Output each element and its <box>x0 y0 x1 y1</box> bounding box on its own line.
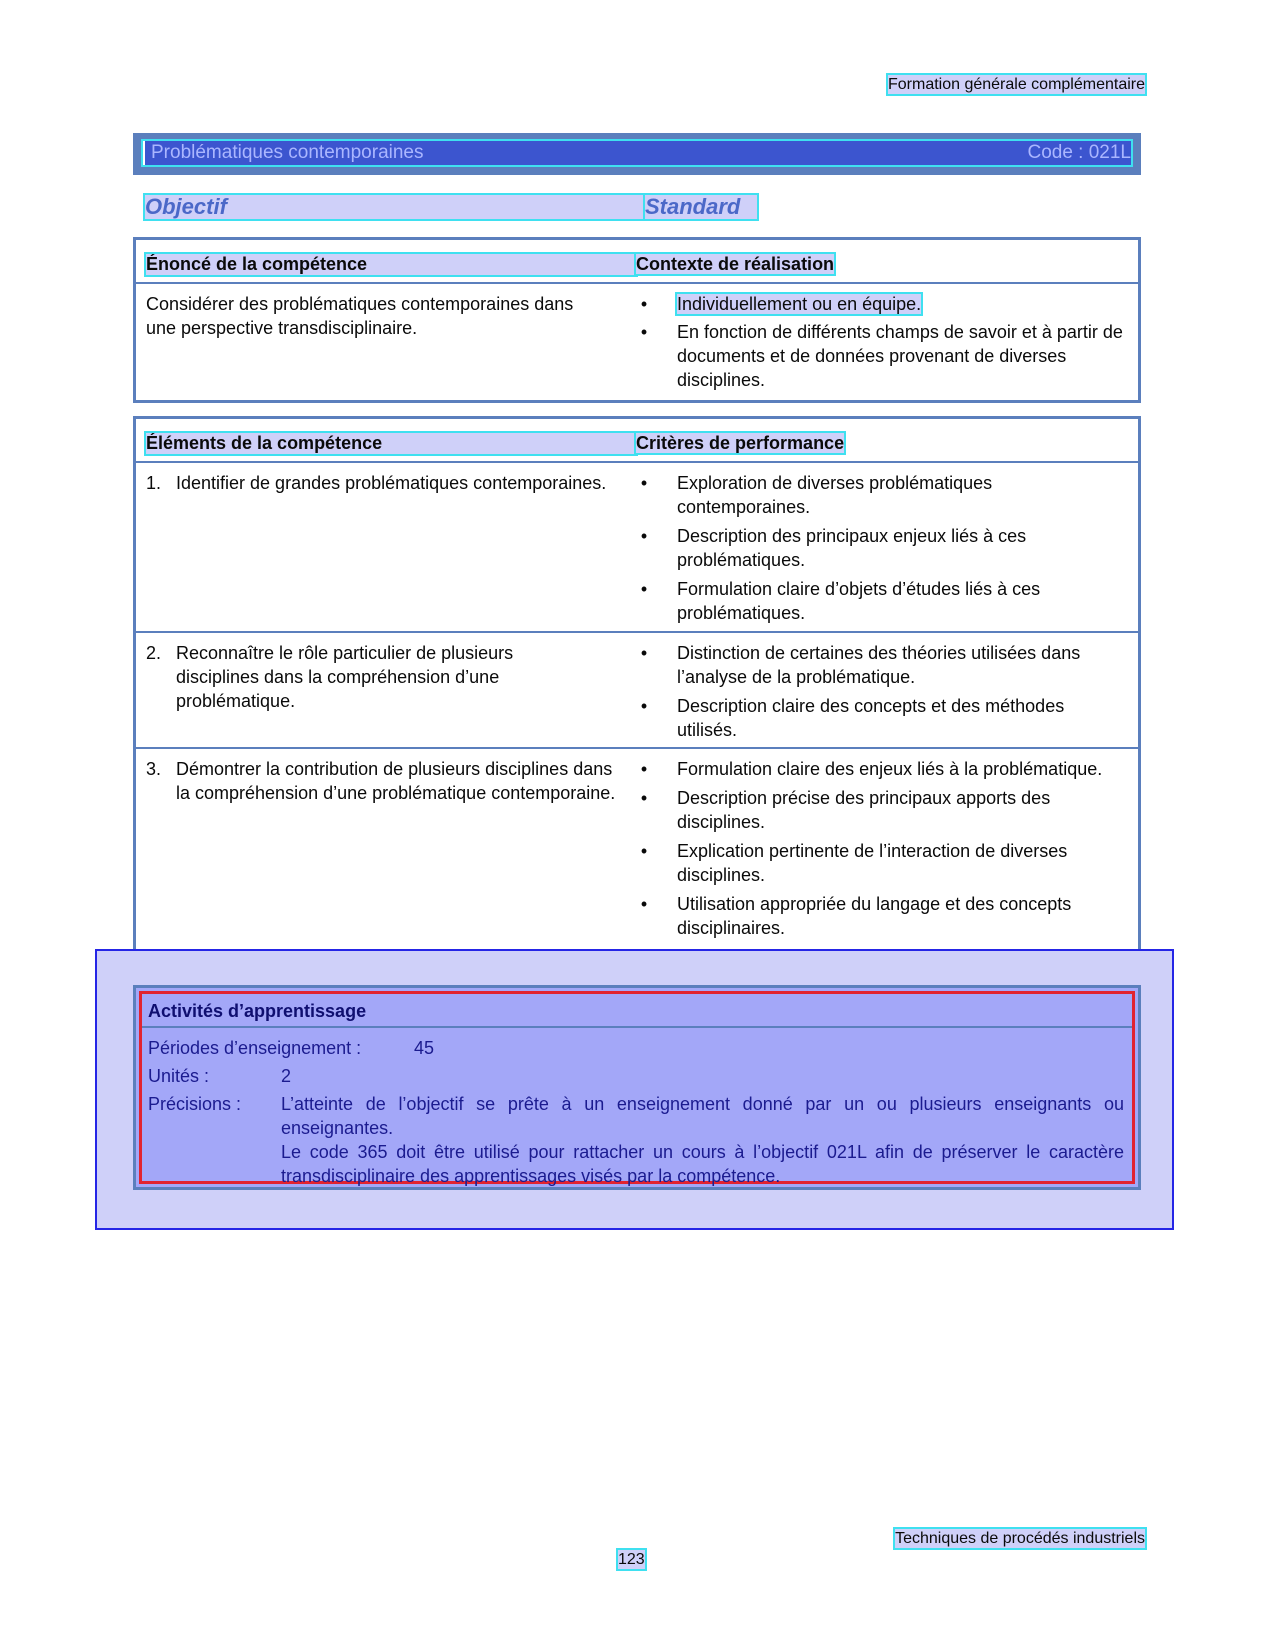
context-item-text: En fonction de différents champs de savoir et à partir de documents et de données provenant de diverses disciplines. <box>677 322 1123 390</box>
list-item <box>636 641 1124 689</box>
criterion-text: Utilisation appropriée du langage et des concepts disciplinaires. <box>677 894 1072 938</box>
bullet-icon: • <box>640 294 648 314</box>
criterion-text: Explication pertinente de l’interaction de diverses disciplines. <box>677 841 1068 885</box>
running-head: Formation générale complémentaire <box>887 76 1145 93</box>
bullet-icon: • <box>640 526 648 546</box>
bullet-icon: • <box>640 759 648 779</box>
criterion-text: Description précise des principaux apports des disciplines. <box>677 788 1051 832</box>
bullet-icon: • <box>640 696 648 716</box>
criterion-text: Exploration de diverses problématiques contemporaines. <box>677 473 993 517</box>
bullet-icon: • <box>640 643 648 663</box>
element-row <box>136 633 1138 749</box>
element-text: Reconnaître le rôle particulier de plusieurs disciplines dans la compréhension d’une problématique. <box>176 643 514 711</box>
competence-table <box>133 237 1141 403</box>
list-item <box>636 757 1124 781</box>
bullet-icon: • <box>640 322 648 342</box>
periods-line <box>142 1036 1132 1060</box>
bullet-icon: • <box>640 473 648 493</box>
element-number: 1. <box>146 473 162 493</box>
bullet-icon: • <box>640 841 648 861</box>
precisions-text-1: L’atteinte de l’objectif se prête à un enseignement donné par un ou plusieurs enseignants ou enseignantes. <box>281 1094 1124 1138</box>
periods-value: 45 <box>414 1038 435 1058</box>
criteria-list <box>636 471 1124 625</box>
element-number: 2. <box>146 643 162 663</box>
competence-header-row <box>136 240 1138 284</box>
competence-statement-heading: Énoncé de la compétence <box>146 254 636 275</box>
list-item <box>636 694 1124 742</box>
competence-body-row <box>136 284 1138 392</box>
criterion-text: Description des principaux enjeux liés à ces problématiques. <box>677 526 1027 570</box>
list-item <box>636 839 1124 887</box>
bullet-icon: • <box>640 894 648 914</box>
units-line <box>142 1064 1132 1088</box>
objective-label: Objectif <box>145 195 645 219</box>
activities-inner <box>139 991 1135 1184</box>
element-text: Identifier de grandes problématiques contemporaines. <box>176 473 607 493</box>
criterion-text: Formulation claire d’objets d’études liés à ces problématiques. <box>677 579 1041 623</box>
list-item <box>636 320 1124 392</box>
units-value: 2 <box>281 1066 292 1086</box>
element-item <box>146 471 636 495</box>
competence-statement: Considérer des problématiques contemporaines dans une perspective transdisciplinaire. <box>146 294 574 338</box>
criteria-heading: Critères de performance <box>636 433 845 453</box>
criterion-text: Description claire des concepts et des méthodes utilisés. <box>677 696 1065 740</box>
element-number: 3. <box>146 759 162 779</box>
context-heading: Contexte de réalisation <box>636 254 835 274</box>
list-item <box>636 892 1124 940</box>
title-bar-inner <box>143 141 1131 165</box>
activities-heading: Activités d’apprentissage <box>142 994 1132 1028</box>
program-footer: Techniques de procédés industriels <box>895 1530 1145 1547</box>
bullet-icon: • <box>640 788 648 808</box>
activities-box <box>133 985 1141 1190</box>
course-title: Problématiques contemporaines <box>151 142 424 163</box>
precisions-line <box>142 1092 1132 1188</box>
element-item <box>146 641 636 713</box>
criteria-list <box>636 641 1124 742</box>
standard-label: Standard <box>645 195 757 219</box>
element-text: Démontrer la contribution de plusieurs disciplines dans la compréhension d’une problématique contemporaine. <box>176 759 616 803</box>
list-item <box>636 577 1124 625</box>
element-item <box>146 757 636 805</box>
elements-header-row <box>136 419 1138 463</box>
precisions-label: Précisions : <box>148 1094 242 1114</box>
course-code: Code : 021L <box>1027 142 1131 163</box>
page-number: 123 <box>618 1551 645 1568</box>
list-item <box>636 524 1124 572</box>
criteria-list <box>636 757 1124 940</box>
title-bar <box>133 133 1141 175</box>
units-label: Unités : <box>148 1066 210 1086</box>
periods-label: Périodes d’enseignement : <box>148 1038 362 1058</box>
list-item <box>636 786 1124 834</box>
list-item <box>636 471 1124 519</box>
criterion-text: Distinction de certaines des théories utilisées dans l’analyse de la problématique. <box>677 643 1081 687</box>
criterion-text: Formulation claire des enjeux liés à la problématique. <box>677 759 1103 779</box>
elements-heading: Éléments de la compétence <box>146 433 636 454</box>
context-item-text: Individuellement ou en équipe. <box>677 294 922 314</box>
bullet-icon: • <box>640 579 648 599</box>
elements-table <box>133 416 1141 969</box>
element-row <box>136 463 1138 633</box>
list-item <box>636 292 1124 316</box>
context-list <box>636 292 1124 392</box>
element-row <box>136 749 1138 940</box>
precisions-text-2: Le code 365 doit être utilisé pour rattacher un cours à l’objectif 021L afin de préserver le caractère transdisciplinaire des apprentissages visés par la compétence. <box>281 1142 1124 1186</box>
